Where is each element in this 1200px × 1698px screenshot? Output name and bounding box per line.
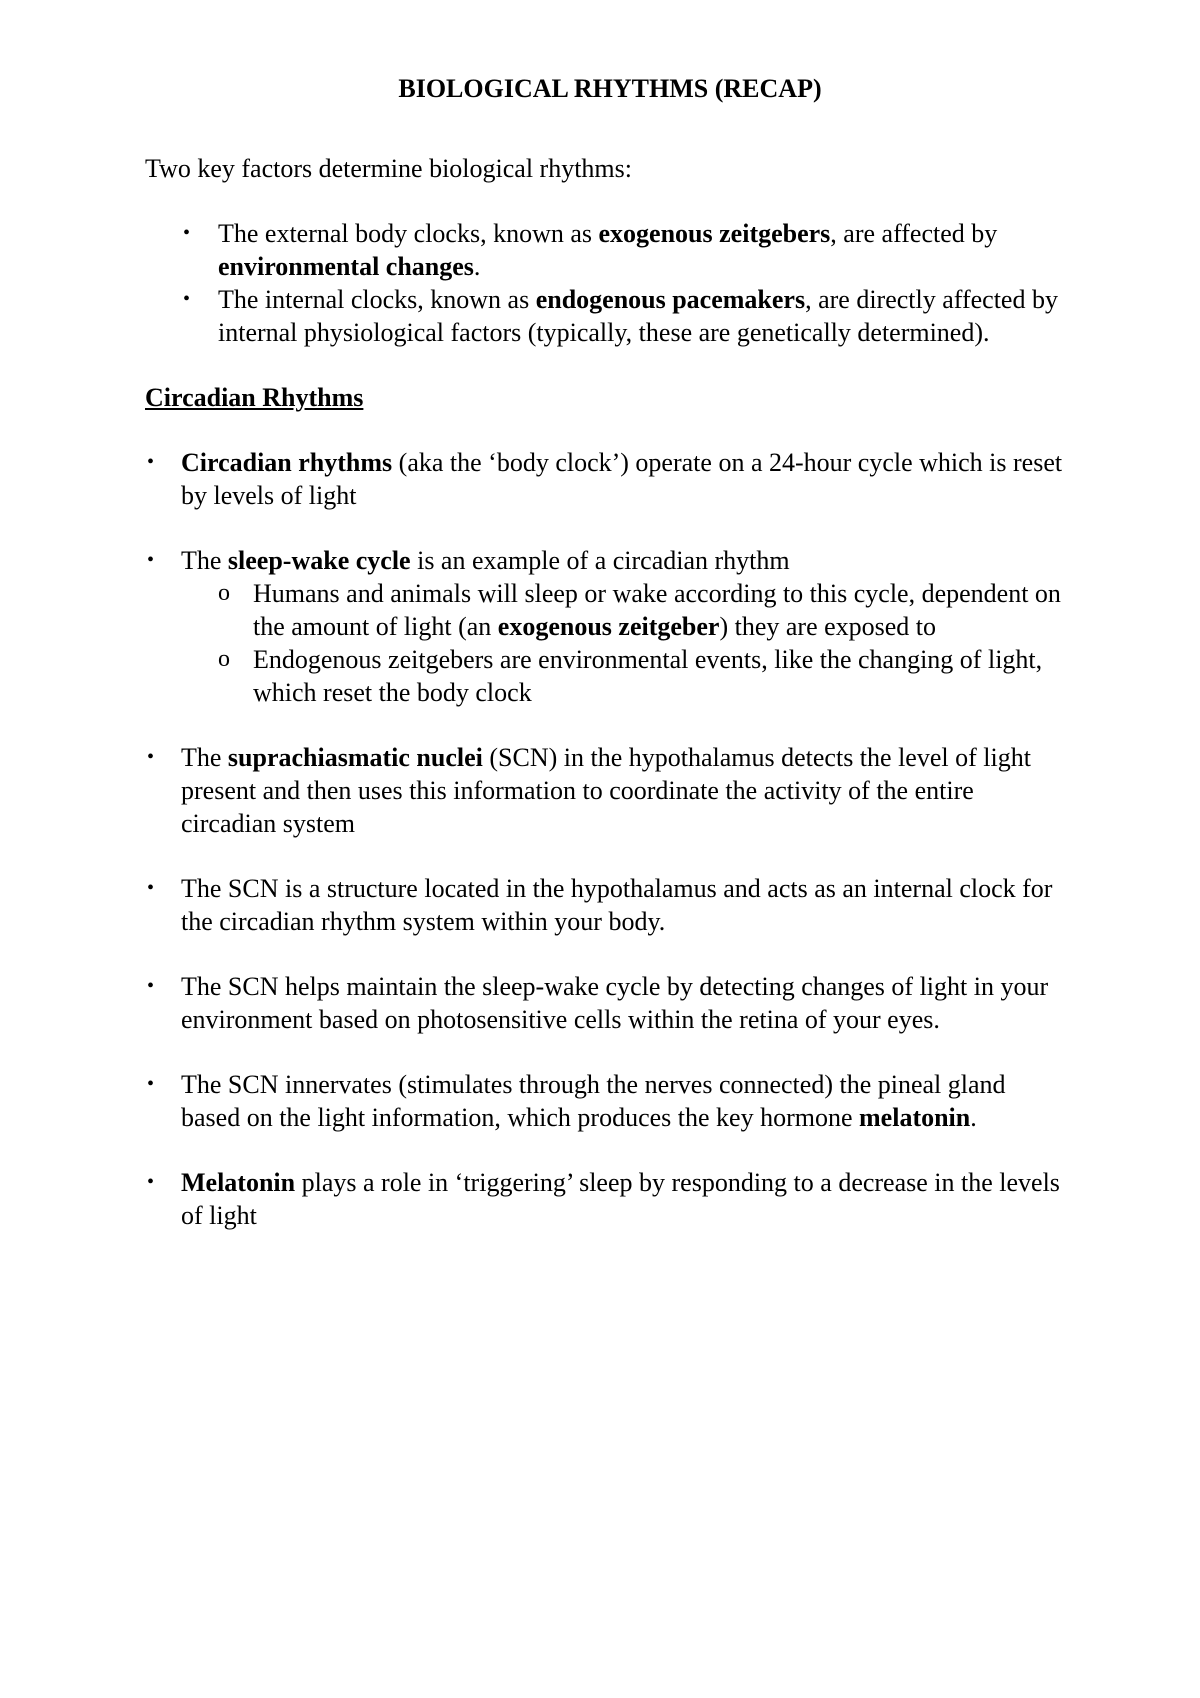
list-item: • The external body clocks, known as exogenous zeitgebers, are affected by environmental changes. — [183, 219, 998, 281]
sub-list-item: o Endogenous zeitgebers are environmental events, like the changing of light, which reset the body clock — [218, 645, 1043, 707]
bullet-icon: • — [147, 451, 155, 473]
list-item: • The internal clocks, known as endogenous pacemakers, are directly affected by internal physiological factors (typically, these are genetically determined). — [183, 285, 1058, 347]
bold-term: Melatonin — [181, 1168, 296, 1197]
bold-term: melatonin — [859, 1103, 971, 1132]
bullet-icon: • — [147, 549, 155, 571]
sub-list-item: o Humans and animals will sleep or wake according to this cycle, dependent on the amount of light (an exogenous zeitgeber) they are exposed to — [218, 579, 1061, 641]
bullet-icon: • — [147, 1171, 155, 1193]
list-item: • The sleep-wake cycle is an example of a circadian rhythm o Humans and animals will sleep or wake according to this cycle, dependent on the amount of light (an exogenous zeitgeber) they are exposed to o Endogenous zeitgebers are environmental events, like the changing of light, which reset the body clock — [145, 544, 1070, 709]
list-item: • Melatonin plays a role in ‘triggering’ sleep by responding to a decrease in the levels of light — [147, 1168, 1060, 1230]
bullet-icon: • — [183, 222, 191, 244]
bold-term: environmental changes — [218, 252, 474, 281]
bullet-icon: • — [147, 877, 155, 899]
circadian-list — [145, 446, 1070, 1232]
document-title: BIOLOGICAL RHYTHMS (RECAP) — [398, 74, 822, 103]
bullet-icon: • — [147, 975, 155, 997]
bold-term: exogenous zeitgeber — [497, 612, 720, 641]
factors-list — [145, 217, 1070, 349]
list-item: • The SCN is a structure located in the hypothalamus and acts as an internal clock for the circadian rhythm system within your body. — [147, 874, 1053, 936]
list-item: • The SCN helps maintain the sleep-wake cycle by detecting changes of light in your environment based on photosensitive cells within the retina of your eyes. — [147, 972, 1049, 1034]
bullet-icon: • — [183, 288, 191, 310]
bullet-icon: • — [147, 746, 155, 768]
bold-term: sleep-wake cycle — [227, 546, 411, 575]
list-item: • The suprachiasmatic nuclei (SCN) in the hypothalamus detects the level of light present and then uses this information to coordinate the activity of the entire circadian system — [147, 743, 1031, 838]
bold-term: exogenous zeitgebers — [598, 219, 831, 248]
circle-bullet-icon: o — [218, 646, 230, 672]
bullet-icon: • — [147, 1073, 155, 1095]
bold-term: Circadian rhythms — [181, 448, 393, 477]
circle-bullet-icon: o — [218, 580, 230, 606]
bold-term: endogenous pacemakers — [535, 285, 806, 314]
list-item: • The SCN innervates (stimulates through the nerves connected) the pineal gland based on the light information, which produces the key hormone melatonin. — [147, 1070, 1006, 1132]
list-item: • Circadian rhythms (aka the ‘body clock’) operate on a 24-hour cycle which is reset by levels of light — [147, 448, 1063, 510]
intro-text: Two key factors determine biological rhythms: — [145, 154, 632, 183]
bold-term: suprachiasmatic nuclei — [227, 743, 483, 772]
sub-list — [181, 577, 1070, 709]
section-heading: Circadian Rhythms — [145, 383, 364, 412]
